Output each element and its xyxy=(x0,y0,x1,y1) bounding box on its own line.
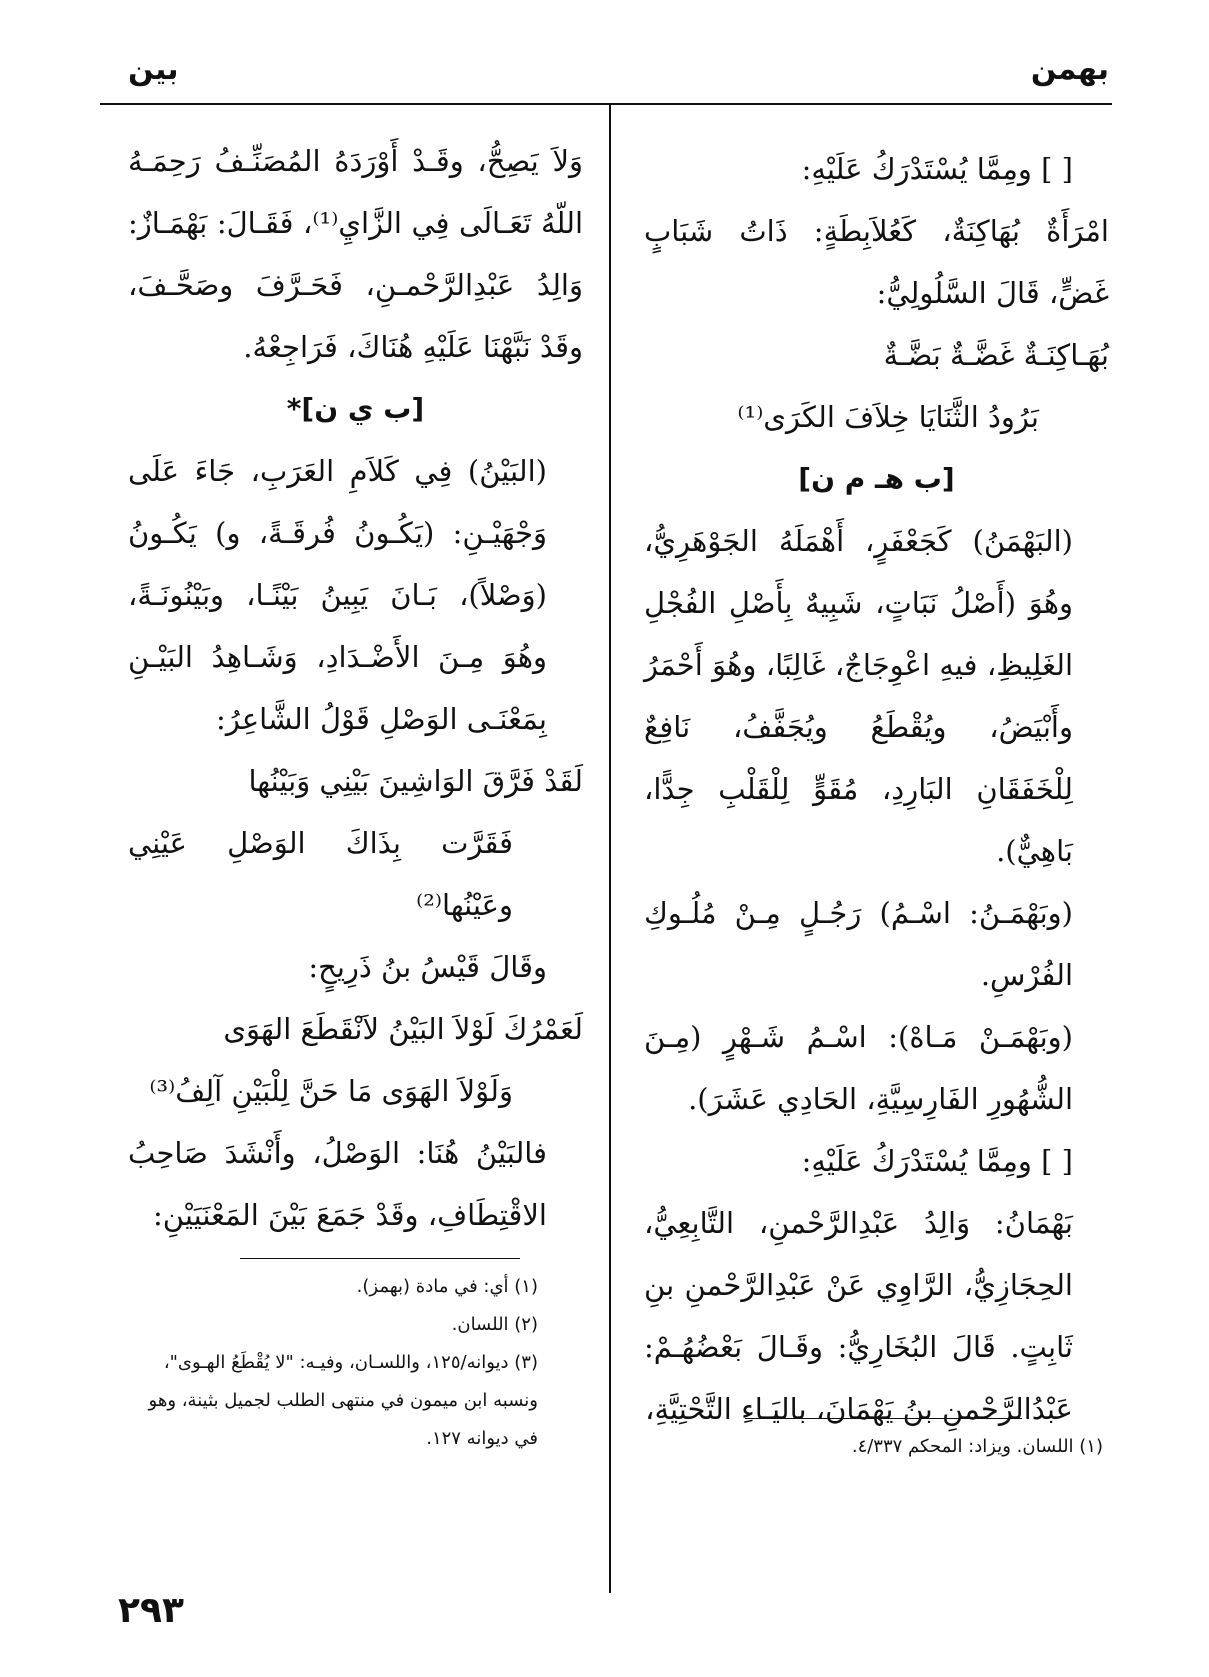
right-column xyxy=(644,138,1109,1440)
footnotes xyxy=(128,1268,538,1458)
verse-line: لَقَدْ فَرَّقَ الوَاشِينَ بَيْنِي وَبَيْنُها xyxy=(248,764,583,798)
paragraph: (البَيْنُ) فِي كَلاَمِ العَرَبِ، جَاءَ عَلَى وَجْهَيْـنِ: (يَكُـونُ فُرقَـةً، و) يَكُـونُ (وَصْلاً)، بَـانَ يَبِينُ بَيْنًـا، وبَيْنُونَـةً، وهُوَ مِـنَ الأَضْـدَادِ، وَشَـاهِدُ البَيْـنِ بِمَعْنَـى الوَصْلِ قَوْلُ الشَّاعِرُ: xyxy=(128,454,547,736)
header-divider xyxy=(100,103,1112,105)
left-column xyxy=(128,130,583,1246)
paragraph: (البَهْمَنُ) كَجَعْفَرٍ، أَهْمَلَهُ الجَوْهَرِيُّ، وهُوَ (أَصْلُ نَبَاتٍ، شَبِيهٌ بِأَصْلِ الفُجْلِ الغَلِيظِ، فيهِ اعْوِجَاجٌ، غَالِبًا، وهُوَ أَحْمَرُ وأَبْيَضُ، ويُقْطَعُ ويُجَفَّفُ، نَافِعٌ لِلْخَفَقَانِ البَارِدِ، مُقَوٍّ لِلْقَلْبِ جِدًّا، بَاهِيٌّ). xyxy=(644,524,1073,868)
paragraph: (وبَهْمَـنْ مَـاهْ): اسْـمُ شَـهْرٍ (مِـنَ الشُّهُورِ الفَارِسِيَّةِ، الحَادِي عَشَرَ). xyxy=(644,1020,1073,1116)
entry-heading: [ب ي ن]* xyxy=(286,392,425,425)
header-entry-title: بهمن xyxy=(1030,52,1109,87)
verse-line: وَلَوْلاَ الهَوَى مَا حَنَّ لِلْبَيْنِ آلِفُ⁽³⁾ xyxy=(149,1074,513,1108)
column-divider xyxy=(609,103,611,1593)
paragraph: وَلاَ يَصِحُّ، وقَـدْ أَوْرَدَهُ المُصَنِّـفُ رَحِمَـهُ اللّهُ تَعَـالَى فِي الزَّايِ⁽¹⁾، فَقَـالَ: بَهْمَـازٌ: وَالِدُ عَبْدِالرَّحْمـنِ، فَحَـرَّفَ وصَحَّـفَ، وقَدْ نَبَّهْنَا عَلَيْهِ هُنَاكَ، فَرَاجِعْهُ. xyxy=(128,144,584,364)
verse-line: بُهَـاكِنَـةٌ غَضَّـةٌ بَضَّـةٌ xyxy=(883,338,1109,372)
verse-line: بَرُودُ الثَّنَايَا خِلاَفَ الكَرَى⁽¹⁾ xyxy=(737,400,1039,434)
paragraph: بَهْمَانُ: وَالِدُ عَبْدِالرَّحْمنِ، التَّابِعِيُّ، الحِجَازِيُّ، الرَّاوِي عَنْ عَبْدِالرَّحْمنِ بنِ ثَابِتٍ. قَالَ البُخَارِيُّ: وقَـالَ بَعْضُهُـمْ: عَبْدُالرَّحْمنِ بنُ يَهْمَانَ، باليَـاءِ التَّحْتِيَّةِ، xyxy=(644,1206,1073,1426)
entry-heading: [ب هـ م ن] xyxy=(798,462,955,495)
footnote: (١) أي: في مادة (بهمز). xyxy=(356,1276,538,1297)
footnote: (٢) اللسان. xyxy=(451,1314,538,1335)
paragraph: [ ] ومِمَّا يُسْتَدْرَكُ عَلَيْهِ: xyxy=(801,152,1073,186)
verse-line: فَقَرَّت بِذَاكَ الوَصْلِ عَيْنِي وعَيْنُها⁽²⁾ xyxy=(128,826,513,922)
paragraph: وقَالَ قَيْسُ بنُ ذَرِيحٍ: xyxy=(308,950,547,984)
paragraph: فالبَيْنُ هُنَا: الوَصْلُ، وأَنْشَدَ صَاحِبُ الاقْتِطَافِ، وقَدْ جَمَعَ بَيْنَ المَعْنَيَيْنِ: xyxy=(128,1136,547,1232)
verse-line: لَعَمْرُكَ لَوْلاَ البَيْنُ لاَنْقَطَعَ الهَوَى xyxy=(223,1012,583,1046)
footnote: (٣) ديوانه/١٢٥، واللسـان، وفيـه: "لا يُقْطَعُ الهـوى"، ونسبه ابن ميمون في منتهى الطلب لجميل بثينة، وهو في ديوانه ١٢٧. xyxy=(148,1352,538,1449)
footnote: (١) اللسان. ويزاد: المحكم ٤/٣٣٧. xyxy=(851,1436,1103,1457)
page-number: ٢٩٣ xyxy=(118,1590,184,1631)
paragraph: امْرَأَةٌ بُهَاكِنَةٌ، كَعُلاَبِطَةٍ: ذَاتُ شَبَابٍ غَضٍّ، قَالَ السَّلُولِيُّ: xyxy=(644,214,1109,310)
paragraph: [ ] ومِمَّا يُسْتَدْرَكُ عَلَيْهِ: xyxy=(801,1144,1073,1178)
header-entry-title-left: بين xyxy=(128,52,179,87)
footnote-divider xyxy=(745,1418,1022,1419)
paragraph: (وبَهْمَـنُ: اسْـمُ) رَجُـلٍ مِـنْ مُلُـوكِ الفُرْسِ. xyxy=(644,896,1073,992)
footnote-divider xyxy=(240,1258,520,1259)
